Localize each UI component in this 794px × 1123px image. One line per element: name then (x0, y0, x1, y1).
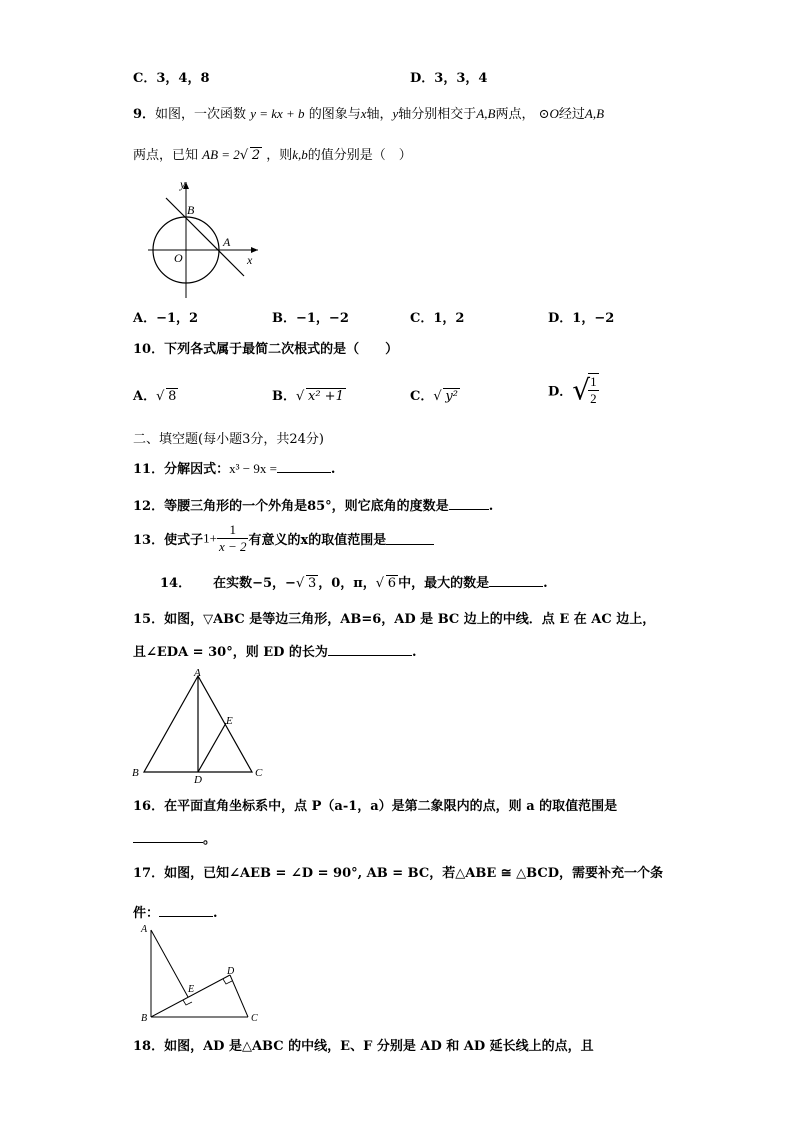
q10-option-c: C． √ y² (410, 389, 458, 404)
q8-option-c: C．3，4，8 (133, 71, 210, 86)
q9-option-c: C．1，2 (410, 311, 465, 326)
q15-line2: 且∠EDA = 30°，则 ED 的长为 . (133, 645, 417, 660)
q17-fig-label-c: C (251, 1013, 258, 1024)
q14: 14． 在实数−5，− √ 3 ，0，π， √ 6 中，最大的数是 . (160, 576, 548, 591)
q15-fig-label-b: B (132, 767, 139, 779)
q9-fig-label-x: x (247, 253, 253, 267)
q15-fig-label-d: D (194, 774, 202, 784)
q16-line1: 16．在平面直角坐标系中，点 P（a-1，a）是第二象限内的点，则 a 的取值范围是 (133, 799, 618, 814)
q17-figure (138, 920, 268, 1030)
q9-option-a: A．−1，2 (133, 311, 199, 326)
q8-option-d: D．3，3，4 (410, 71, 488, 86)
q10-option-a: A． √ 8 (133, 389, 177, 404)
q9-fig-label-b: B (187, 203, 195, 217)
q9-fig-label-a: A (223, 235, 231, 249)
q11: 11．分解因式：x³ − 9x = . (133, 461, 336, 477)
q16-line2: 。 (133, 828, 216, 847)
q12: 12．等腰三角形的一个外角是85°，则它底角的度数是 . (133, 499, 494, 514)
q9-option-d: D．1，−2 (548, 311, 615, 326)
q15-fig-label-e: E (226, 715, 233, 727)
q9-fig-label-y: y (180, 178, 186, 191)
q17-line2: 件： . (133, 906, 218, 921)
q9-figure (140, 178, 265, 303)
q9-stem-line2: 两点，已知 AB = 2 √ 2 ，则k,b的值分别是（ ） (133, 147, 412, 163)
q17-fig-label-b: B (141, 1013, 148, 1024)
q9-fig-label-o: O (174, 251, 183, 265)
q17-fig-label-d: D (227, 966, 235, 977)
q10-option-b: B． √ x² +1 (272, 389, 344, 404)
q13: 13．使式子1+ $\frac{1}{x - 2}$ 有意义的x的取值范围是 (133, 522, 434, 555)
q15-fig-label-c: C (255, 767, 263, 779)
q17-fig-label-e: E (188, 984, 195, 995)
q15-line1: 15．如图，▽ABC 是等边三角形，AB=6，AD 是 BC 边上的中线．点 E 在 AC 边上， (133, 612, 656, 627)
q10-option-d: D．√ $\frac{1}{2}$ (548, 373, 597, 407)
q10-stem: 10．下列各式属于最简二次根式的是（ ） (133, 342, 399, 357)
q9-stem-line1: 9．如图，一次函数 y = kx + b 的图象与x轴，y轴分别相交于A,B两点， ⊙O经过A,B (133, 106, 605, 122)
q17-line1: 17．如图，已知∠AEB = ∠D = 90°, AB = BC，若△ABE ≅ △BCD，需要补充一个条 (133, 866, 664, 881)
q15-figure (128, 666, 268, 784)
q17-fig-label-a: A (141, 924, 148, 935)
q18-line1: 18．如图，AD 是△ABC 的中线，E、F 分别是 AD 和 AD 延长线上的点，且 (133, 1039, 594, 1054)
q9-option-b: B．−1，−2 (272, 311, 349, 326)
section-2-heading: 二、填空题(每小题3分，共24分) (133, 432, 324, 447)
q15-fig-label-a: A (194, 667, 201, 679)
